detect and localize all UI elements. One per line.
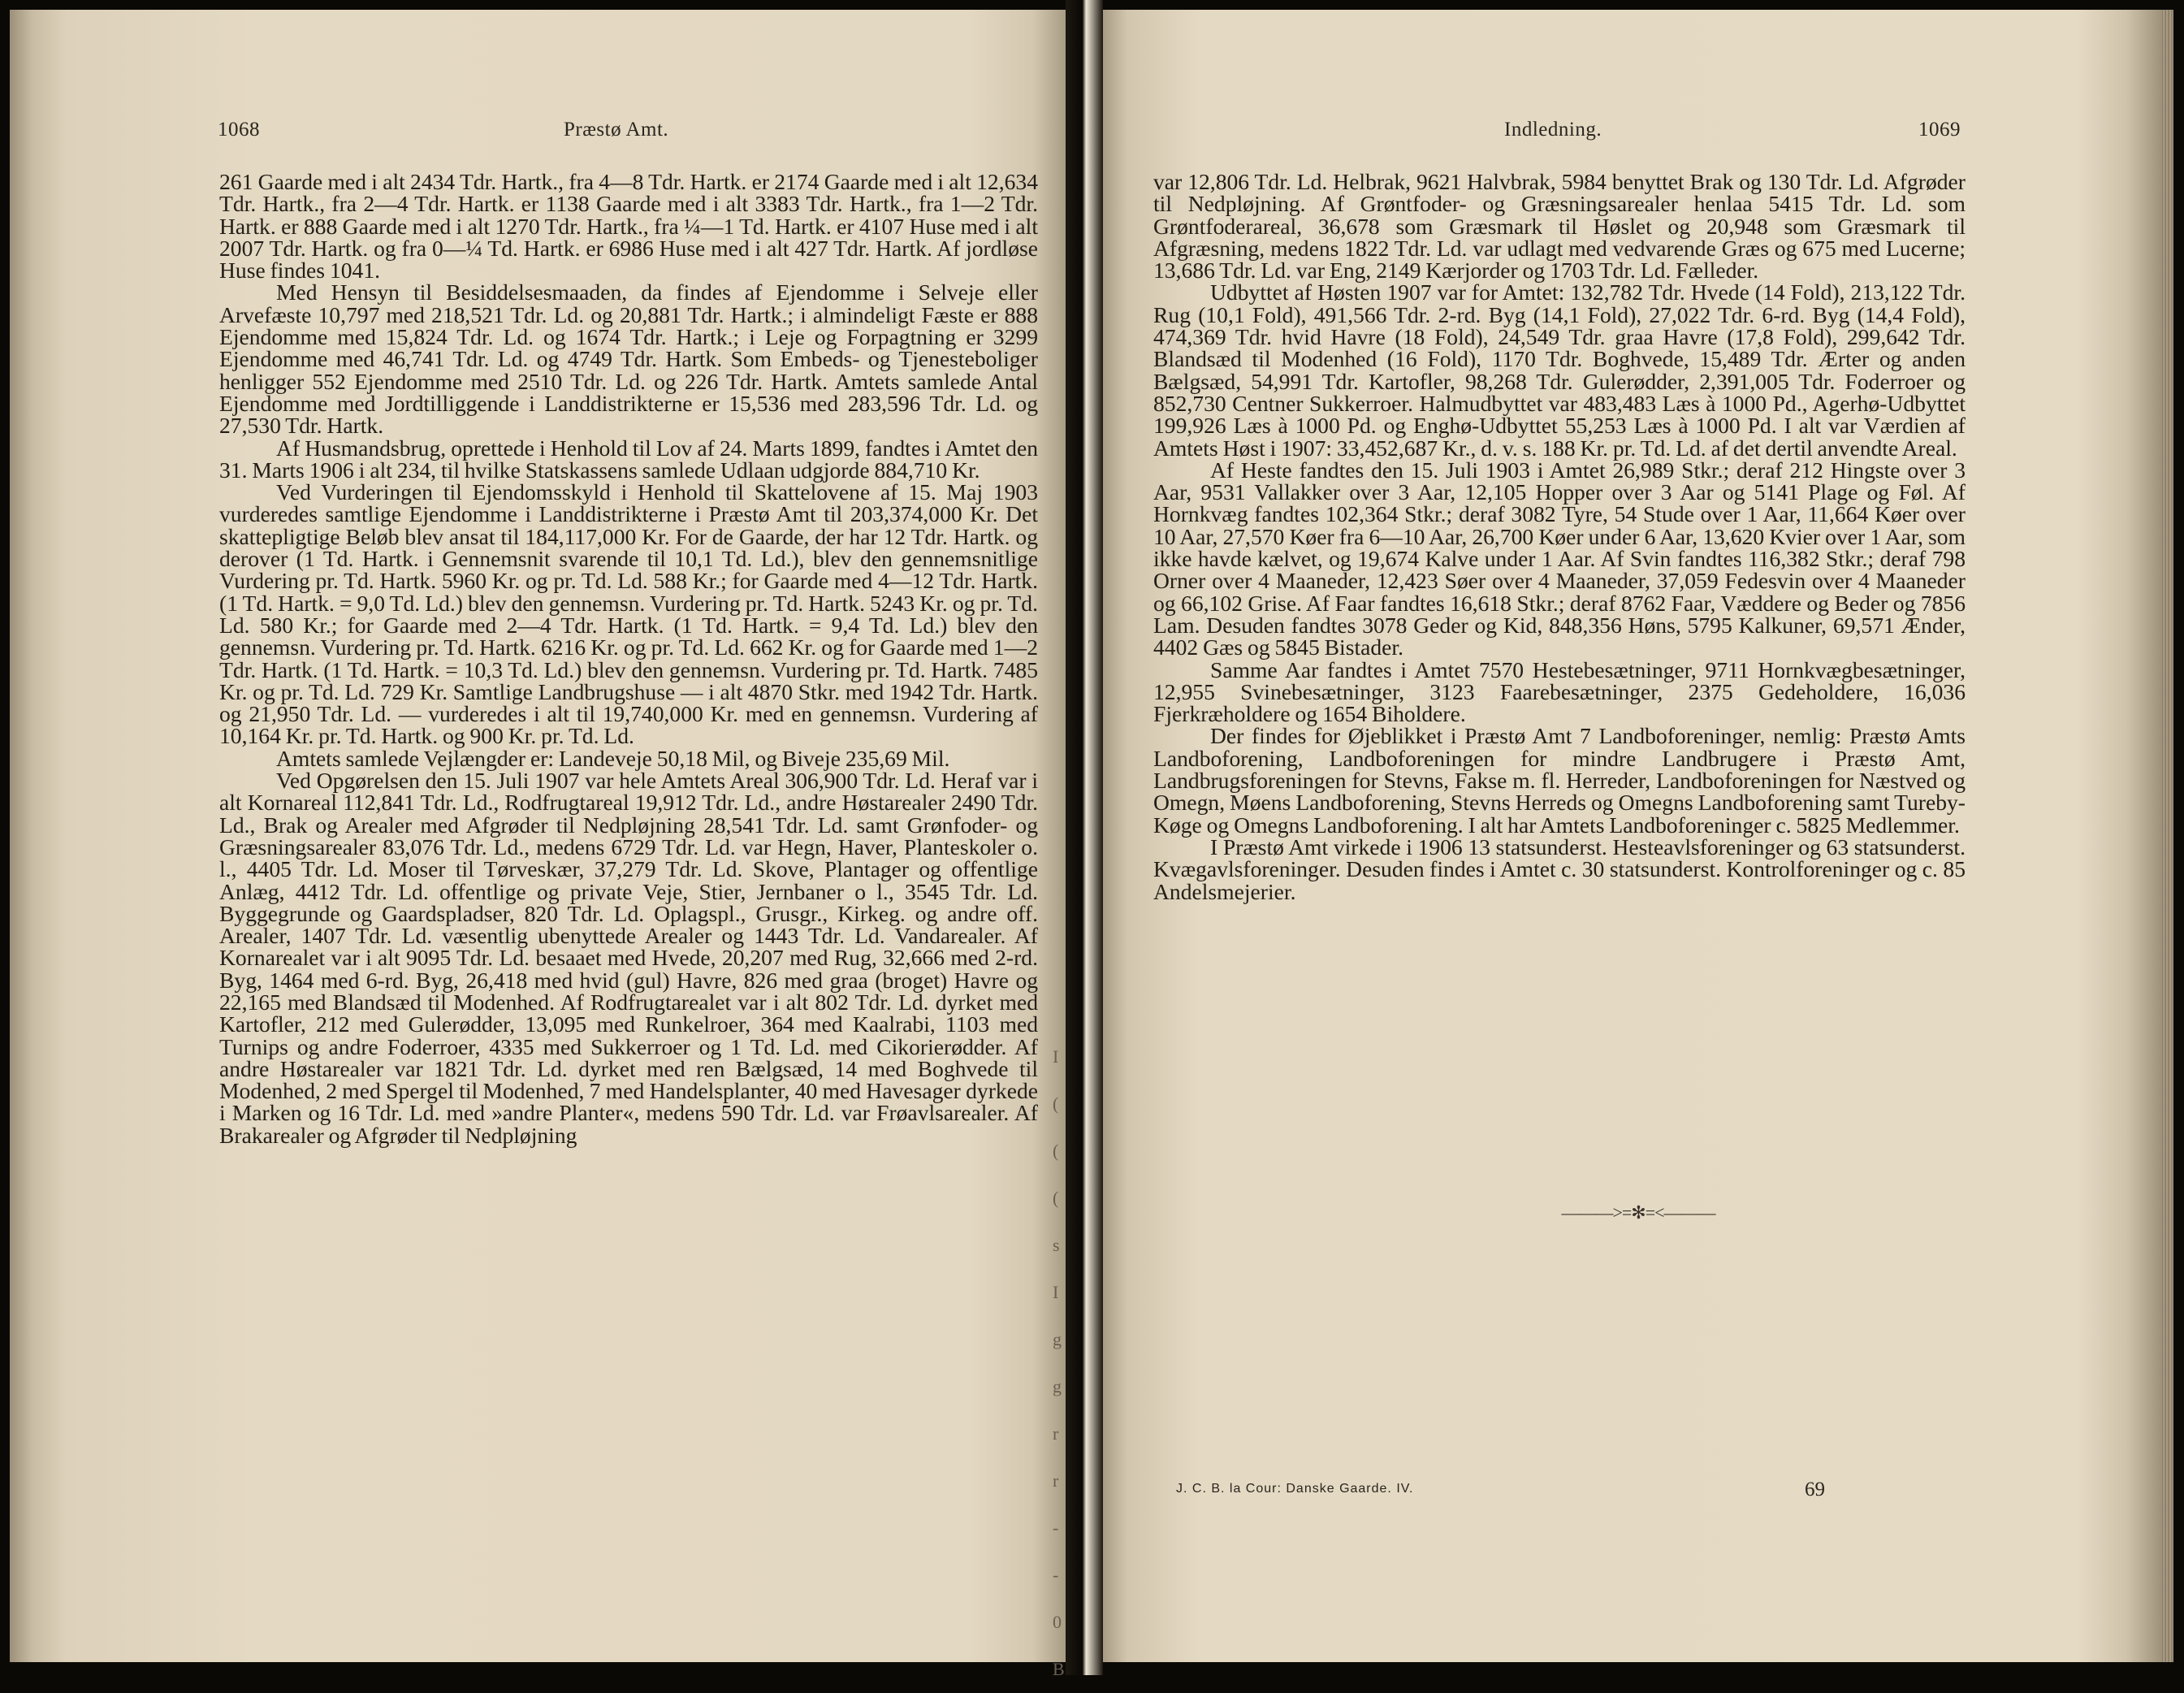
paragraph: var 12,806 Tdr. Ld. Helbrak, 9621 Halvbrak, 5984 benyttet Brak og 130 Tdr. Ld. Afgrøder til Nedpløjning. Af Grøntfoder- og Græsningsarealer henlaa 5415 Tdr. Ld. som Grøntfoderareal, 36,678 som Græsmark til Høslet og 20,948 som Græsmark til Afgræsning, medens 1822 Tdr. Ld. var udlagt med vedvarende Græs og 675 med Lucerne; 13,686 Tdr. Ld. var Eng, 2149 Kærjorder og 1703 Tdr. Ld. Fælleder. bbox=[1153, 169, 1966, 284]
right-page bbox=[1103, 10, 2173, 1662]
paragraph: Ved Opgørelsen den 15. Juli 1907 var hele Amtets Areal 306,900 Tdr. Ld. Heraf var i alt Kornareal 112,841 Tdr. Ld., Rodfrugtareal 19,912 Tdr. Ld., andre Høstarealer 2490 Tdr. Ld., Brak og Arealer med Afgrøder til Nedpløjning 28,541 Tdr. Ld. samt Grønfoder- og Græsningsarealer 83,076 Tdr. Ld., medens 6729 Tdr. Ld. var Hegn, Haver, Planteskoler o. l., 4405 Tdr. Ld. Moser til Tørveskær, 37,279 Tdr. Ld. Skove, Plantager og offentlige Anlæg, 4412 Tdr. Ld. offentlige og private Veje, Stier, Jernbaner o l., 3545 Tdr. Ld. Byggegrunde og Gaardspladser, 820 Tdr. Ld. Oplagspl., Grusgr., Kirkeg. og andre off. Arealer, 1407 Tdr. Ld. væsentlig ubenyttede Arealer og 1443 Tdr. Ld. Vandarealer. Af Kornarealet var i alt 9095 Tdr. Ld. besaaet med Hvede, 20,207 med Rug, 32,666 med 2-rd. Byg, 1464 med 6-rd. Byg, 26,418 med hvid (gul) Havre, 826 med graa (broget) Havre og 22,165 med Blandsæd til Modenhed. Af Rodfrugtarealet var i alt 802 Tdr. Ld. dyrket med Kartofler, 212 med Gulerødder, 13,095 med Runkelroer, 364 med Kaalrabi, 1103 med Turnips og andre Foderroer, 4335 med Sukkerroer og 1 Td. Ld. med Cikorierødder. Af andre Høstarealer var 1821 Tdr. Ld. dyrket med ren Bælgsæd, 14 med Boghvede til Modenhed, 2 med Spergel til Modenhed, 7 med Handelsplanter, 40 med Havesager dyrkede i Marken og 16 Tdr. Ld. med »andre Planter«, medens 590 Tdr. Ld. var Frøavlsarealer. Af Brakarealer og Afgrøder til Nedpløjning bbox=[219, 768, 1038, 1148]
right-body-text bbox=[1153, 171, 1966, 903]
paragraph: Samme Aar fandtes i Amtet 7570 Hestebesætninger, 9711 Hornkvægbesætninger, 12,955 Svinebesætninger, 3123 Faarebesætninger, 2375 Gedeholdere, 16,036 Fjerkræholdere og 1654 Biholdere. bbox=[1153, 656, 1966, 727]
running-head-left: Præstø Amt. bbox=[564, 119, 669, 141]
margin-marks: I ( ( ( s I g g r r - - 0 B bbox=[1053, 1046, 1065, 1679]
paragraph: Med Hensyn til Besiddelsesmaaden, da findes af Ejendomme i Selveje eller Arvefæste 10,797 med 218,521 Tdr. Ld. og 20,881 Tdr. Hartk.; i almindeligt Fæste er 888 Ejendomme med 15,824 Tdr. Ld. og 1674 Tdr. Hartk.; i Leje og Forpagtning er 3299 Ejendomme med 46,741 Tdr. Ld. og 4749 Tdr. Hartk. Som Embeds- og Tjenesteboliger henligger 552 Ejendomme med 2510 Tdr. Ld. og 226 Tdr. Hartk. Amtets samlede Antal Ejendomme med Jordtilliggende i Landdistrikterne er 15,536 med 283,596 Tdr. Ld. og 27,530 Tdr. Hartk. bbox=[219, 279, 1038, 439]
right-header bbox=[1103, 119, 2173, 151]
footer-number: 69 bbox=[1805, 1479, 1825, 1500]
page-number-left: 1068 bbox=[218, 119, 260, 141]
paragraph: Amtets samlede Vejlængder er: Landeveje 50,18 Mil, og Biveje 235,69 Mil. bbox=[276, 745, 950, 771]
running-head-right: Indledning. bbox=[1504, 119, 1602, 141]
page-edge bbox=[2162, 10, 2173, 1662]
page-number-right: 1069 bbox=[1918, 119, 1961, 141]
paragraph: Af Husmandsbrug, oprettede i Henhold til Lov af 24. Marts 1899, fandtes i Amtet den 31. Marts 1906 i alt 234, til hvilke Statskassens samlede Udlaan udgjorde 884,710 Kr. bbox=[219, 435, 1038, 483]
paragraph: Af Heste fandtes den 15. Juli 1903 i Amtet 26,989 Stkr.; deraf 212 Hingste over 3 Aar, 9531 Vallakker over 3 Aar, 12,105 Hopper over 3 Aar og 5141 Plage og Føl. Af Hornkvæg fandtes 102,364 Stkr.; deraf 3082 Tyre, 54 Stude over 1 Aar, 11,664 Køer over 10 Aar, 27,570 Køer fra 6—10 Aar, 26,700 Køer under 6 Aar, 13,620 Kvier over 1 Aar, som ikke havde kælvet, og 19,674 Kalve under 1 Aar. Af Svin fandtes 116,382 Stkr.; deraf 798 Orner over 4 Maaneder, 12,423 Søer over 4 Maaneder, 37,059 Fedesvin over 4 Maaneder og 66,102 Grise. Af Faar fandtes 16,618 Stkr.; deraf 8762 Faar, Væddere og Beder og 7856 Lam. Desuden fandtes 3078 Geder og Kid, 848,356 Høns, 5795 Kalkuner, 69,571 Ænder, 4402 Gæs og 5845 Bistader. bbox=[1153, 457, 1966, 660]
section-ornament: ———>=✻=<——— bbox=[1561, 1202, 1715, 1223]
left-page bbox=[10, 10, 1066, 1679]
footer-signature: J. C. B. la Cour: Danske Gaarde. IV. bbox=[1176, 1482, 1414, 1496]
paragraph: Ved Vurderingen til Ejendomsskyld i Henhold til Skattelovene af 15. Maj 1903 vurderedes samtlige Ejendomme i Landdistrikterne i Præstø Amt til 203,374,000 Kr. Det skattepligtige Beløb blev ansat til 184,117,000 Kr. For de Gaarde, der har 12 Tdr. Hartk. og derover (1 Td. Hartk. i Gennemsnit svarende til 10,1 Td. Ld.), blev den gennemsnitlige Vurdering pr. Td. Hartk. 5960 Kr. og pr. Td. Ld. 588 Kr.; for Gaarde med 4—12 Tdr. Hartk. (1 Td. Hartk. = 9,0 Td. Ld.) blev den gennemsn. Vurdering pr. Td. Hartk. 5243 Kr. og pr. Td. Ld. 580 Kr.; for Gaarde med 2—4 Tdr. Hartk. (1 Td. Hartk. = 9,4 Td. Ld.) blev den gennemsn. Vurdering pr. Td. Hartk. 6216 Kr. og pr. Td. Ld. 662 Kr. og for Gaarde med 1—2 Tdr. Hartk. (1 Td. Hartk. = 10,3 Td. Ld.) blev den gennemsn. Vurdering pr. Td. Hartk. 7485 Kr. og pr. Td. Ld. 729 Kr. Samtlige Landbrugshuse — i alt 4870 Stkr. med 1942 Tdr. Hartk. og 21,950 Tdr. Ld. — vurderedes i alt til 19,740,000 Kr. med en gennemsn. Vurdering af 10,164 Kr. pr. Td. Hartk. og 900 Kr. pr. Td. Ld. bbox=[219, 479, 1038, 749]
paragraph: Der findes for Øjeblikket i Præstø Amt 7 Landboforeninger, nemlig: Præstø Amts Landboforening, Landboforeningen for mindre Landbrugere i Præstø Amt, Landbrugsforeningen for Stevns, Fakse m. fl. Herreder, Landboforeningen for Næstved og Omegn, Møens Landboforening, Stevns Herreds og Omegns Landboforening samt Tureby-Køge og Omegns Landboforening. I alt har Amtets Landboforeninger c. 5825 Medlemmer. bbox=[1153, 723, 1966, 838]
paragraph: Udbyttet af Høsten 1907 var for Amtet: 132,782 Tdr. Hvede (14 Fold), 213,122 Tdr. Rug (10,1 Fold), 491,566 Tdr. 2-rd. Byg (14,1 Fold), 27,022 Tdr. 6-rd. Byg (14,4 Fold), 474,369 Tdr. hvid Havre (18 Fold), 24,549 Tdr. graa Havre (17,8 Fold), 299,642 Tdr. Blandsæd til Modenhed (16 Fold), 1170 Tdr. Boghvede, 15,489 Tdr. Ærter og anden Bælgsæd, 54,991 Tdr. Kartofler, 98,268 Tdr. Gulerødder, 2,391,005 Tdr. Foderroer og 852,730 Centner Sukkerroer. Halmudbyttet var 483,483 Læs à 1000 Pd., Agerhø-Udbyttet 199,926 Læs à 1000 Pd. og Enghø-Udbyttet 55,253 Læs à 1000 Pd. I alt var Værdien af Amtets Høst i 1907: 33,452,687 Kr., d. v. s. 188 Kr. pr. Td. Ld. af det dertil anvendte Areal. bbox=[1153, 279, 1966, 461]
book-gutter bbox=[1066, 0, 1103, 1675]
left-header bbox=[10, 119, 1066, 151]
paragraph: I Præstø Amt virkede i 1906 13 statsunderst. Hesteavlsforeninger og 63 statsunderst. Kvægavlsforeninger. Desuden findes i Amtet c. 30 statsunderst. Kontrolforeninger og c. 85 Andelsmejerier. bbox=[1153, 834, 1966, 904]
paragraph: 261 Gaarde med i alt 2434 Tdr. Hartk., fra 4—8 Tdr. Hartk. er 2174 Gaarde med i alt 12,634 Tdr. Hartk., fra 2—4 Tdr. Hartk. er 1138 Gaarde med i alt 3383 Tdr. Hartk., fra 1—2 Tdr. Hartk. er 888 Gaarde med i alt 1270 Tdr. Hartk., fra ¼—1 Td. Hartk. er 4107 Huse med i alt 2007 Tdr. Hartk. og fra 0—¼ Td. Hartk. er 6986 Huse med i alt 427 Tdr. Hartk. Af jordløse Huse findes 1041. bbox=[219, 169, 1038, 284]
left-body-text bbox=[219, 171, 1038, 1146]
